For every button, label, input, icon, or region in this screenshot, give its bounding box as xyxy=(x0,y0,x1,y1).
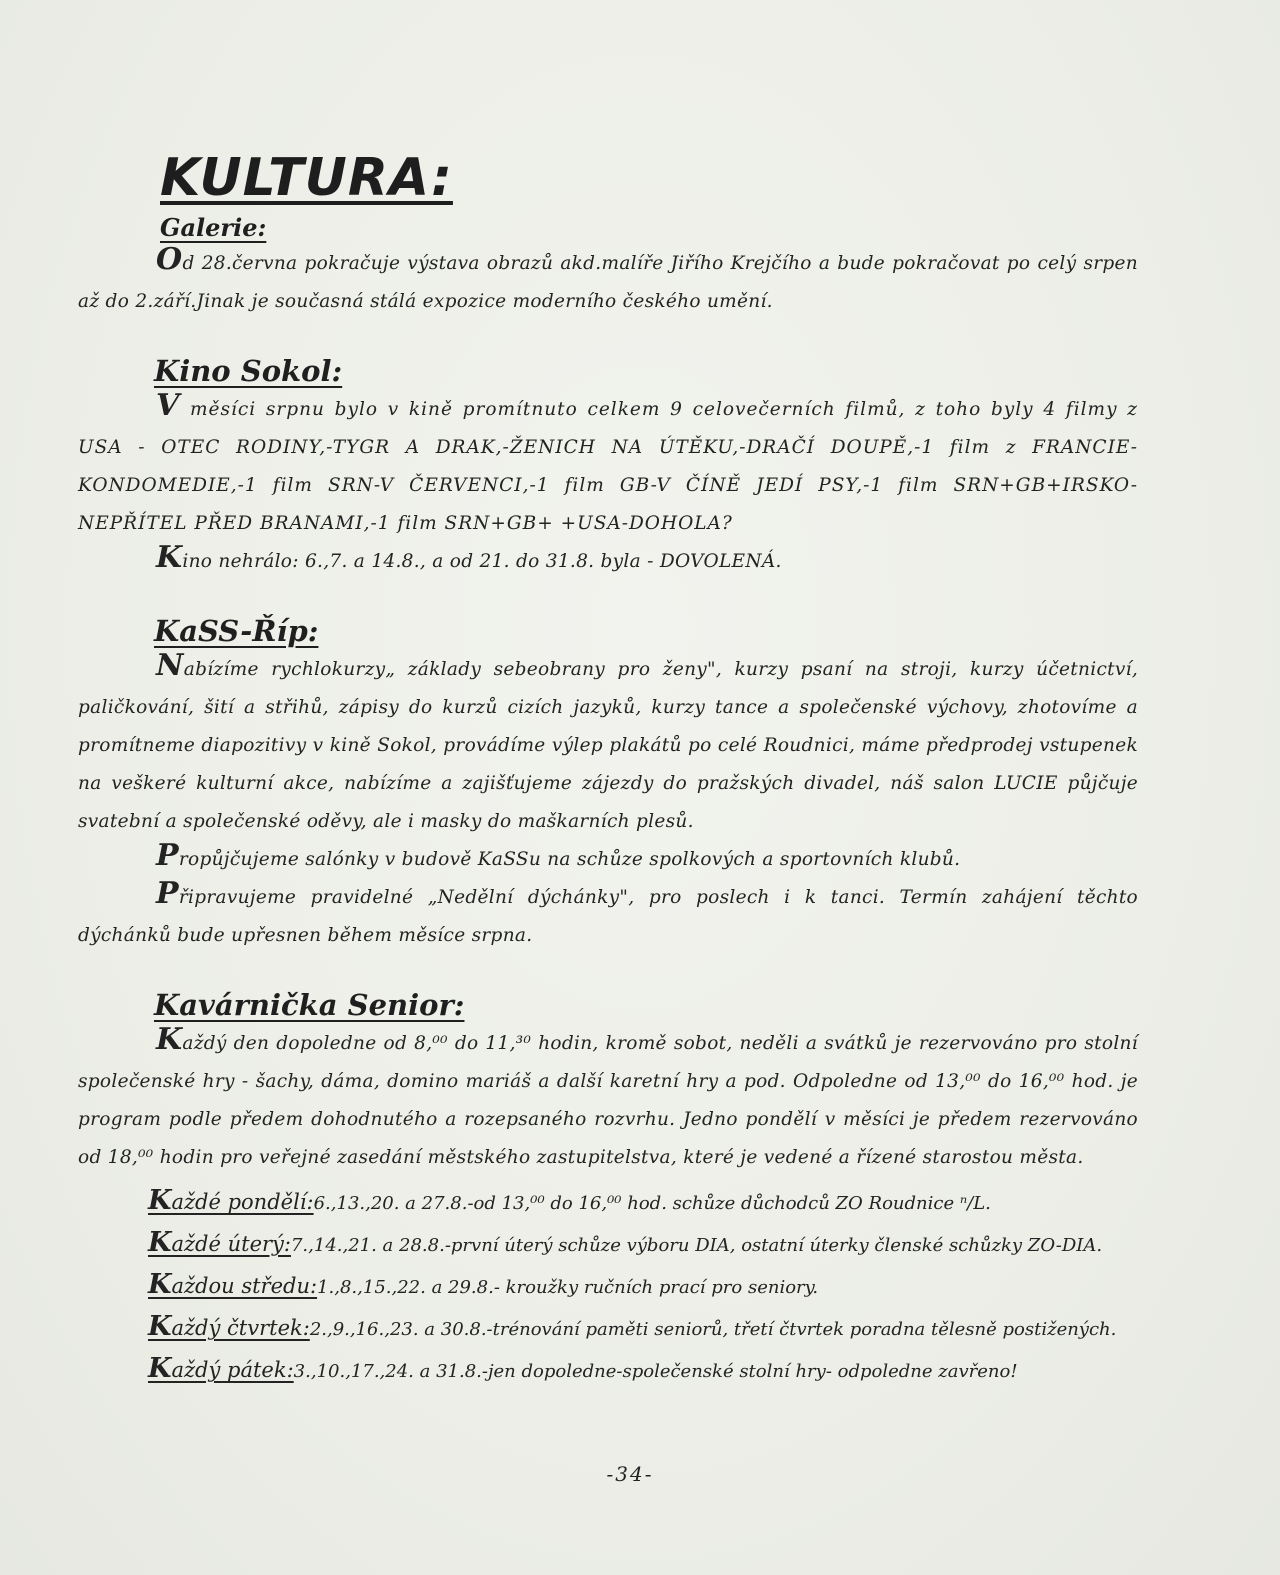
galerie-paragraph xyxy=(78,242,1138,321)
drop-cap: K xyxy=(148,1227,172,1258)
paragraph-text: měsíci srpnu bylo v kině promítnuto celkem 9 celovečerních filmů, z toho byly 4 filmy z USA - OTEC RODINY,-TYGR A DRAK,-ŽENICH NA ÚTĚKU,-DRAČÍ DOUPĚ,-1 film z FRANCIE-KONDOMEDIE,-1 film SRN-V ČERVENCI,-1 film GB-V ČÍNĚ JEDÍ PSY,-1 film SRN+GB+IRSKO-NEPŘÍTEL PŘED BRANAMI,-1 film SRN+GB+ +USA-DOHOLA? xyxy=(78,399,1138,534)
day-text: aždý pátek: xyxy=(171,1358,294,1382)
section-heading-galerie: Galerie: xyxy=(160,213,267,242)
schedule-item-monday xyxy=(148,1181,1138,1223)
drop-cap: P xyxy=(156,838,179,873)
drop-cap: K xyxy=(156,540,183,575)
section-heading-kass-rip: KaSS-Říp: xyxy=(154,614,319,648)
drop-cap: K xyxy=(148,1269,172,1300)
paragraph-text: d 28.června pokračuje výstava obrazů akd.malíře Jiřího Krejčího a bude pokračovat po celý srpen až do 2.září.Jinak je současná stálá expozice moderního českého umění. xyxy=(78,253,1138,312)
schedule-day-label xyxy=(148,1185,314,1216)
day-text: aždé pondělí: xyxy=(171,1190,314,1214)
section-heading-kino-sokol: Kino Sokol: xyxy=(154,354,343,388)
schedule-day-label xyxy=(148,1353,294,1384)
paragraph-text: ino nehrálo: 6.,7. a 14.8., a od 21. do 31.8. byla - DOVOLENÁ. xyxy=(182,551,782,572)
schedule-item-thursday xyxy=(148,1307,1138,1349)
schedule-item-wednesday xyxy=(148,1265,1138,1307)
drop-cap: N xyxy=(156,648,184,683)
schedule-item-tuesday xyxy=(148,1223,1138,1265)
schedule-text: 6.,13.,20. a 27.8.-od 13,⁰⁰ do 16,⁰⁰ hod. schůze důchodců ZO Roudnice ⁿ/L. xyxy=(313,1193,991,1214)
kavarnicka-paragraph xyxy=(78,1022,1138,1177)
page-number: -34- xyxy=(606,1462,654,1486)
kino-paragraph-closures xyxy=(78,540,1138,581)
schedule-day-label xyxy=(148,1269,318,1300)
paragraph-text: řipravujeme pravidelné „Nedělní dýchánky", pro poslech i k tanci. Termín zahájení těchto dýchánků bude upřesnen během měsíce srpna. xyxy=(78,887,1138,946)
kass-paragraph-dychanky xyxy=(78,876,1138,955)
schedule-text: 3.,10.,17.,24. a 31.8.-jen dopoledne-společenské stolní hry- odpoledne zavřeno! xyxy=(293,1361,1018,1382)
schedule-text: 1.,8.,15.,22. a 29.8.- kroužky ručních prací pro seniory. xyxy=(317,1277,819,1298)
paragraph-text: ropůjčujeme salónky v budově KaSSu na schůze spolkových a sportovních klubů. xyxy=(178,849,961,870)
kass-paragraph-rooms xyxy=(78,838,1138,879)
day-text: aždý čtvrtek: xyxy=(171,1316,310,1340)
drop-cap: K xyxy=(148,1353,172,1384)
day-text: aždé úterý: xyxy=(171,1232,291,1256)
drop-cap: O xyxy=(156,242,183,277)
content xyxy=(78,145,1138,1391)
kino-paragraph-films xyxy=(78,388,1138,543)
schedule-item-friday xyxy=(148,1349,1138,1391)
main-title: KULTURA: xyxy=(160,148,453,208)
paragraph-text: abízíme rychlokurzy„ základy sebeobrany pro ženy", kurzy psaní na stroji, kurzy účetnictví, paličkování, šití a střihů, zápisy do kurzů cizích jazyků, kurzy tance a společenské výchovy, zhotovíme a promítneme diapozitivy v kině Sokol, provádíme výlep plakátů po celé Roudnici, máme předprodej vstupenek na veškeré kulturní akce, nabízíme a zajišťujeme zájezdy do pražských divadel, náš salon LUCIE půjčuje svatební a společenské oděvy, ale i masky do maškarních plesů. xyxy=(78,659,1138,832)
drop-cap: V xyxy=(156,388,181,423)
drop-cap: K xyxy=(156,1022,183,1057)
schedule-text: 2.,9.,16.,23. a 30.8.-trénování paměti seniorů, třetí čtvrtek poradna tělesně postižených. xyxy=(309,1319,1117,1340)
drop-cap: P xyxy=(156,876,179,911)
schedule-text: 7.,14.,21. a 28.8.-první úterý schůze výboru DIA, ostatní úterky členské schůzky ZO-DIA. xyxy=(290,1235,1103,1256)
paragraph-text: aždý den dopoledne od 8,⁰⁰ do 11,³⁰ hodin, kromě sobot, neděli a svátků je rezervováno pro stolní společenské hry - šachy, dáma, domino mariáš a další karetní hry a pod. Odpoledne od 13,⁰⁰ do 16,⁰⁰ hod. je program podle předem dohodnutého a rozepsaného rozvrhu. Jedno pondělí v měsíci je předem rezervováno od 18,⁰⁰ hodin pro veřejné zasedání městského zastupitelstva, které je vedené a řízené starostou města. xyxy=(78,1033,1138,1168)
section-heading-kavarnicka-senior: Kavárnička Senior: xyxy=(154,988,465,1022)
drop-cap: K xyxy=(148,1311,172,1342)
schedule-day-label xyxy=(148,1311,310,1342)
schedule-day-label xyxy=(148,1227,291,1258)
weekly-schedule xyxy=(148,1181,1138,1391)
day-text: aždou středu: xyxy=(171,1274,318,1298)
kass-paragraph-offer xyxy=(78,648,1138,841)
drop-cap: K xyxy=(148,1185,172,1216)
